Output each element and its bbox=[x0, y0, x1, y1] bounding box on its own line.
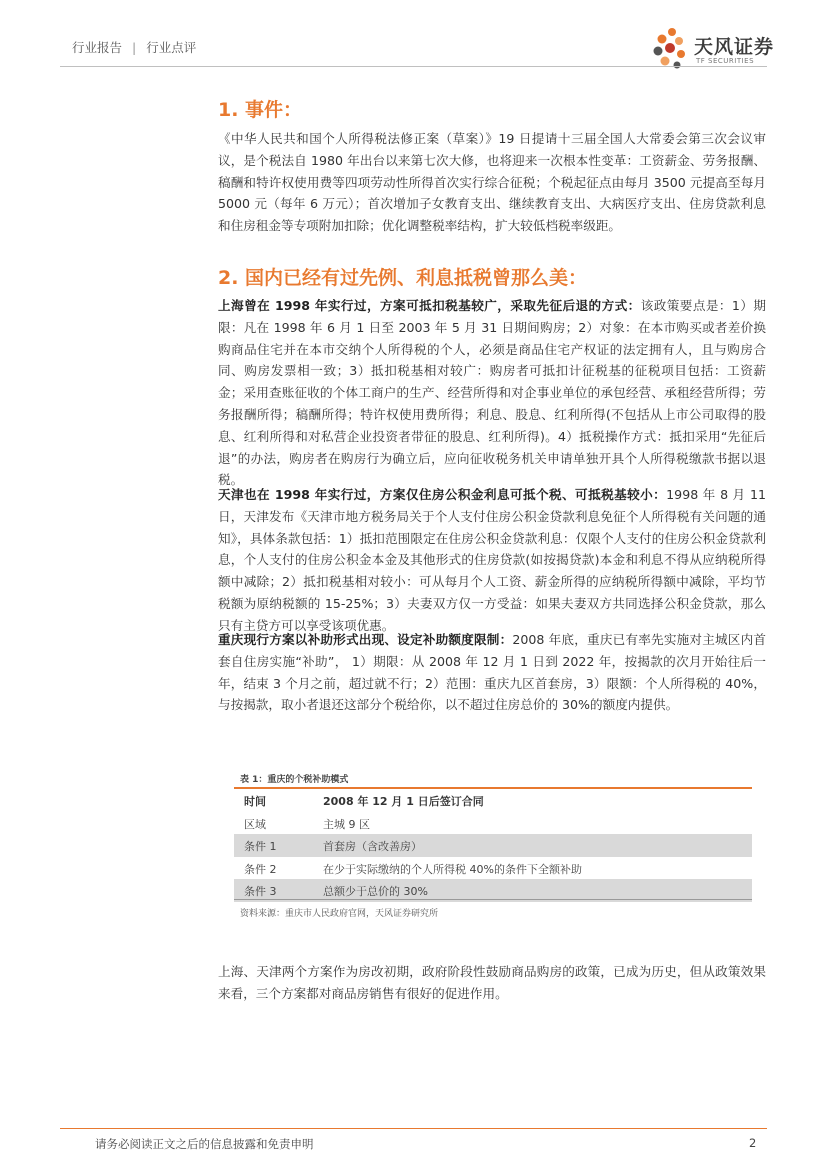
tf-securities-logo bbox=[650, 26, 775, 70]
table-caption: 表 1：重庆的个税补助模式 bbox=[240, 775, 349, 785]
table-row bbox=[234, 834, 752, 857]
table-row bbox=[234, 857, 752, 880]
tianjin-text: 1998 年 8 月 11 日，天津发布《天津市地方税务局关于个人支付住房公积金贷款利息免征个人所得税有关问题的通知》，具体条款包括：1）抵扣范围限定在住房公积金贷款利息：仅限个人支付的住房公积金贷款利息，个人支付的住房公积金本金及其他形式的住房贷款(如按揭贷款)本金和利息不得从应纳税所得额中减除；2）抵扣税基相对较小：可从每月个人工资、薪金所得的应纳税所得额中减除，平均节税额为原纳税额的 15-25%；3）夫妻双方仅一方受益：如果夫妻双方共同选择公积金贷款，那么只有主贷方可以享受该项优惠。 bbox=[218, 487, 766, 633]
chongqing-lead: 重庆现行方案以补助形式出现、设定补助额度限制： bbox=[218, 632, 513, 647]
table-cell-label: 区域 bbox=[244, 817, 266, 831]
conclusion-text: 上海、天津两个方案作为房改初期，政府阶段性鼓励商品购房的政策，已成为历史，但从政策效果来看，三个方案都对商品房销售有很好的促进作用。 bbox=[218, 964, 766, 1001]
logo-name: 天风证券 bbox=[694, 36, 775, 58]
section-title-precedents: 2. 国内已经有过先例、利息抵税曾那么美： bbox=[218, 267, 588, 289]
table-cell-label: 时间 bbox=[244, 795, 266, 808]
tianjin-paragraph bbox=[218, 484, 766, 637]
section-title-event: 1. 事件： bbox=[218, 99, 303, 121]
chongqing-subsidy-table bbox=[234, 789, 752, 902]
table-cell-value: 主城 9 区 bbox=[323, 817, 370, 831]
table-cell-label: 条件 3 bbox=[244, 885, 277, 899]
page-number: 2 bbox=[749, 1136, 757, 1150]
report-subtype: 行业点评 bbox=[146, 40, 197, 55]
conclusion-paragraph bbox=[218, 961, 766, 1005]
event-paragraph-text: 《中华人民共和国个人所得税法修正案（草案）》19 日提请十三届全国人大常委会第三次会议审议，是个税法自 1980 年出台以来第七次大修，也将迎来一次根本性变革：工资薪金、劳务报酬、稿酬和特许权使用费等四项劳动性所得首次实行综合征税；个税起征点由每月 3500 元提高至每月 5000 元（每年 6 万元）；首次增加子女教育支出、继续教育支出、大病医疗支出、住房贷款利息和住房租金等专项附加扣除；优化调整税率结构，扩大较低档税率级距。 bbox=[218, 131, 766, 234]
chongqing-text: 2008 年底，重庆已有率先实施对主城区内首套自住房实施“补助”， 1）期限：从 2008 年 12 月 1 日到 2022 年，按揭款的次月开始往后一年，结束 3 个月之前，超过就不行；2）范围：重庆九区首套房，3）限额：个人所得税的 40%，与按揭款，取小者退还这部分个税给你，以不超过住房总价的 30%的额度内提供。 bbox=[218, 632, 767, 713]
table-row bbox=[234, 812, 752, 835]
report-category bbox=[72, 38, 196, 56]
shanghai-text: 该政策要点是：1）期限：凡在 1998 年 6 月 1 日至 2003 年 5 月 31 日期间购房；2）对象：在本市购买或者差价换购商品住宅并在本市交纳个人所得税的个人，必须是商品住宅产权证的法定拥有人，且与购房合同、购房发票相一致；3）抵扣税基相对较广：购房者可抵扣计征税基的征税项目包括：工资薪金；采用查账征收的个体工商户的生产、经营所得和对企事业单位的承包经营、承租经营所得；劳务报酬所得；稿酬所得；特许权使用费所得；利息、股息、红利所得(不包括从上市公司取得的股息、红利所得和对私营企业投资者带征的股息、红利所得)。4）抵税操作方式：抵扣采用“先征后退”的办法，购房者在购房行为确立后，应向征收税务机关申请单独开具个人所得税缴款书据以退税。 bbox=[218, 298, 767, 488]
tianjin-lead: 天津也在 1998 年实行过，方案仅住房公积金利息可抵个税、可抵税基较小： bbox=[218, 487, 667, 502]
event-paragraph bbox=[218, 128, 766, 237]
chongqing-paragraph bbox=[218, 629, 766, 716]
logo-english-name: TF SECURITIES bbox=[696, 57, 755, 65]
table-row bbox=[234, 789, 752, 812]
table-cell-value: 在少于实际缴纳的个人所得税 40%的条件下全额补助 bbox=[323, 862, 582, 876]
header-separator: | bbox=[132, 40, 137, 55]
footer-disclaimer[interactable]: 请务必阅读正文之后的信息披露和免责申明 bbox=[95, 1137, 314, 1151]
table-cell-label: 条件 1 bbox=[244, 840, 277, 854]
table-cell-value: 首套房（含改善房） bbox=[323, 840, 422, 854]
table-cell-value: 2008 年 12 月 1 日后签订合同 bbox=[323, 795, 484, 808]
header-divider bbox=[60, 66, 767, 67]
shanghai-lead: 上海曾在 1998 年实行过，方案可抵扣税基较广，采取先征后退的方式： bbox=[218, 298, 641, 313]
report-type: 行业报告 bbox=[72, 40, 123, 55]
table-bottom-rule bbox=[234, 899, 752, 900]
table-cell-value: 总额少于总价的 30% bbox=[323, 885, 428, 899]
table-cell-label: 条件 2 bbox=[244, 862, 277, 876]
shanghai-paragraph bbox=[218, 295, 766, 491]
table-source: 资料来源：重庆市人民政府官网，天风证券研究所 bbox=[240, 909, 439, 919]
footer-divider bbox=[60, 1128, 767, 1129]
logo-mark-icon bbox=[650, 26, 690, 70]
